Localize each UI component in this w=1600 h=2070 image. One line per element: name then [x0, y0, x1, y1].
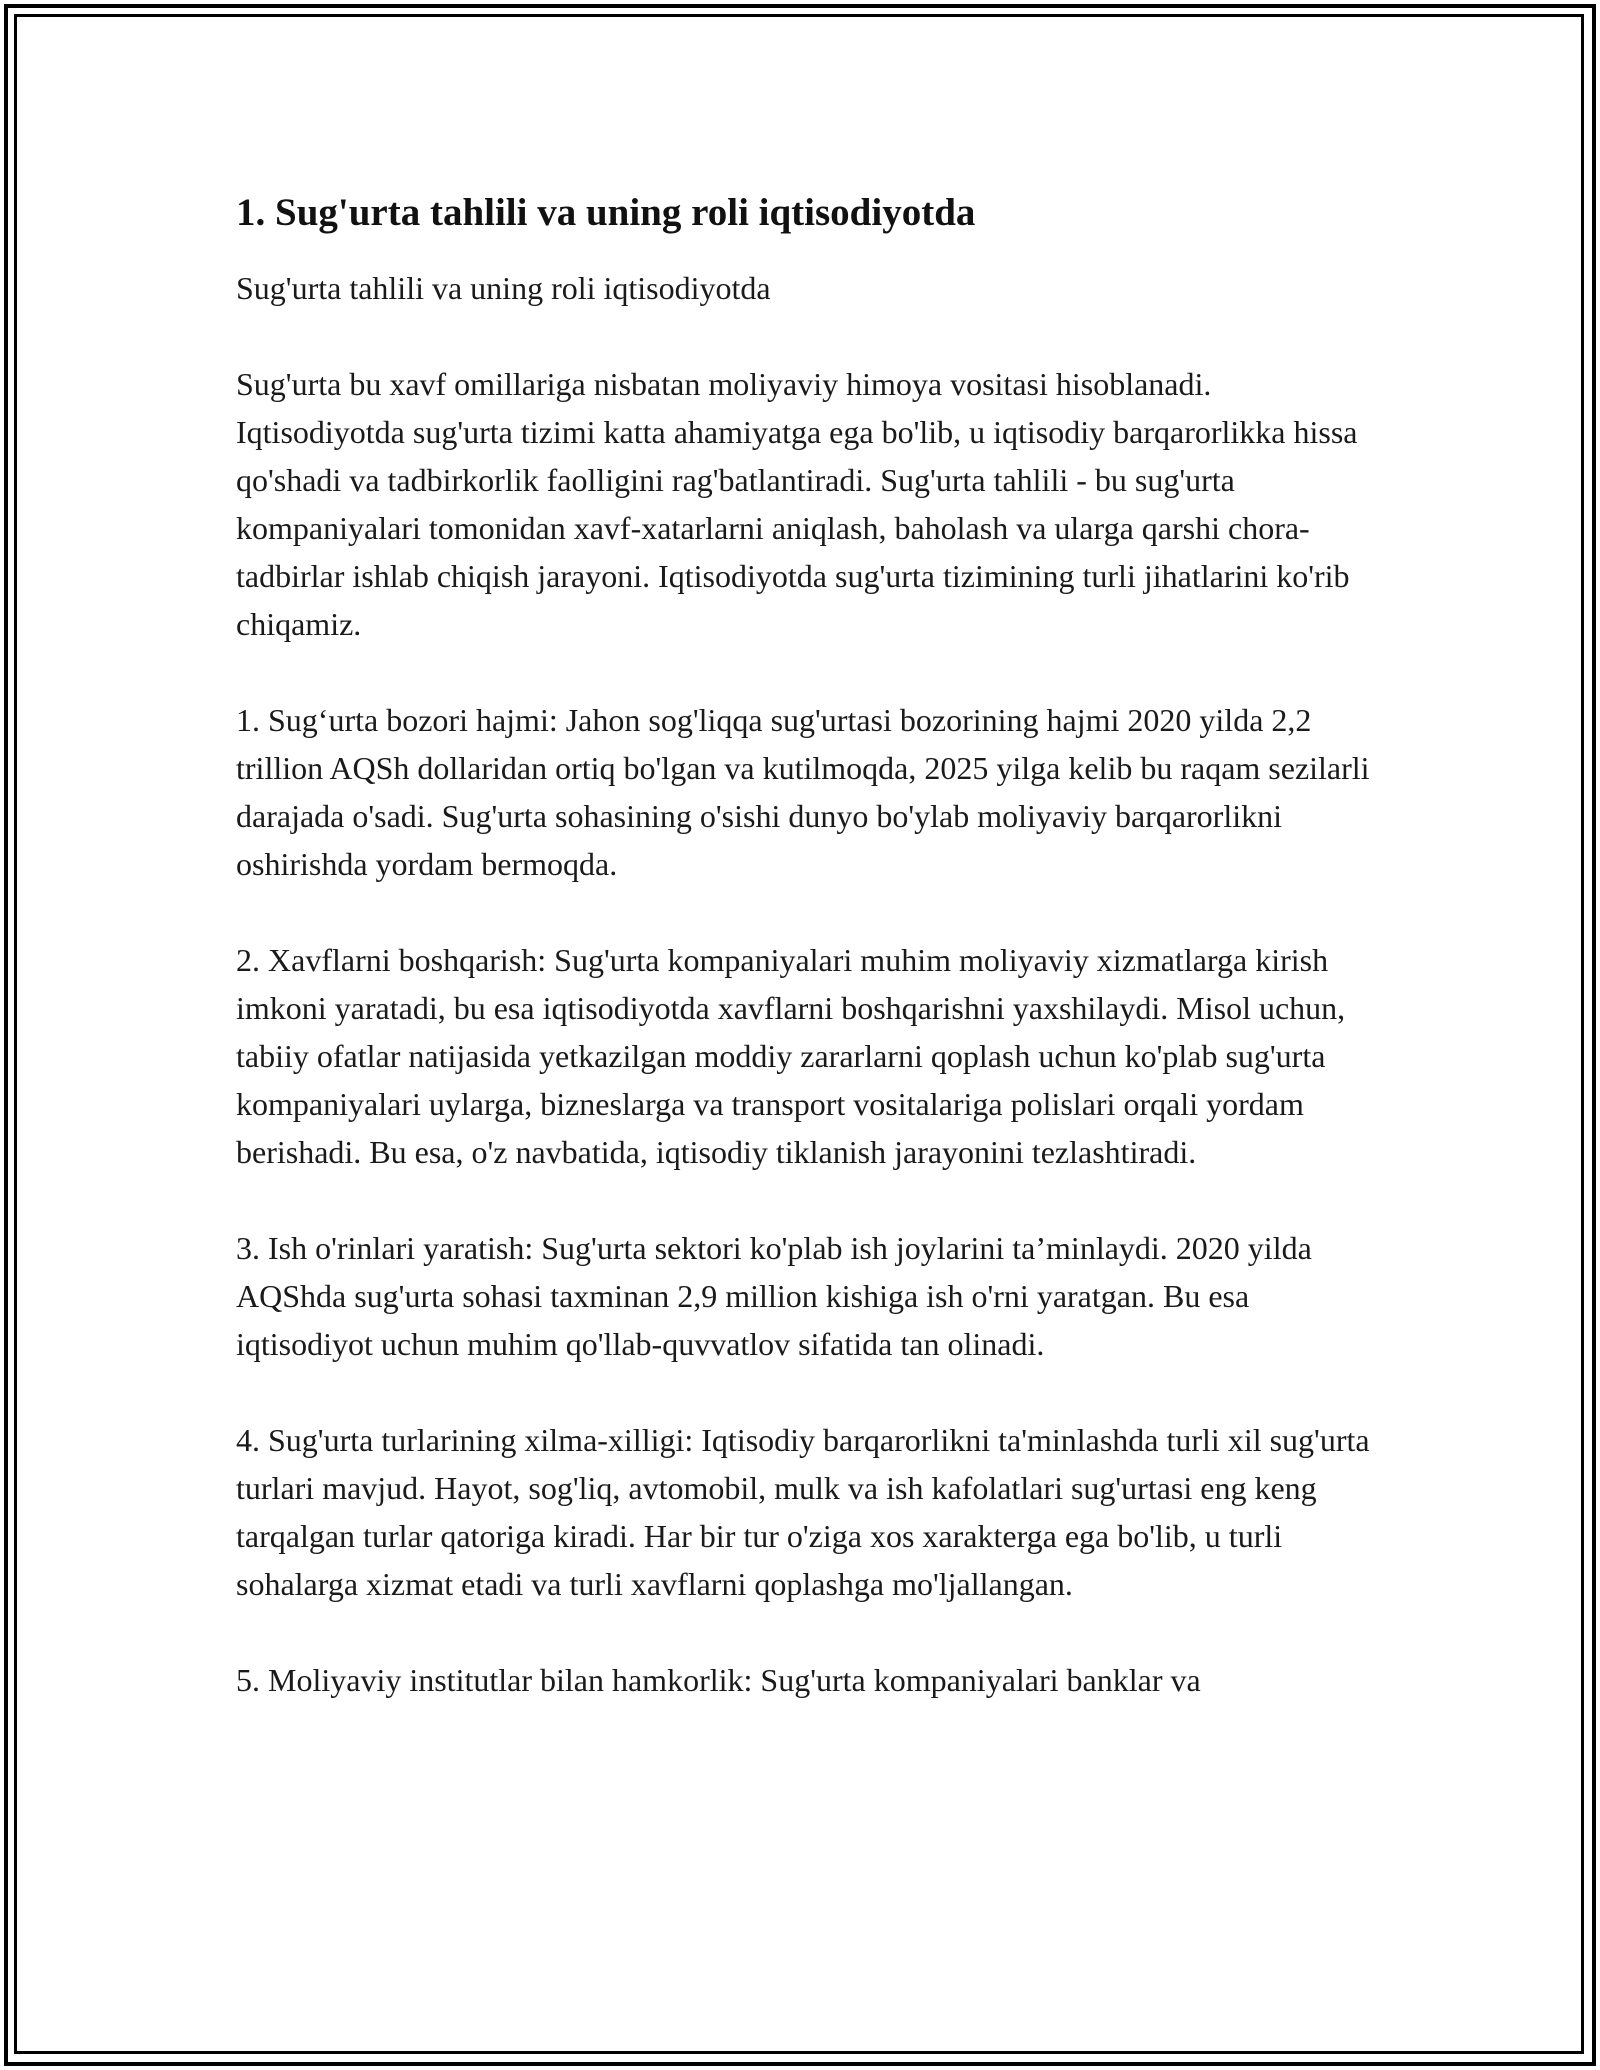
document-subtitle: Sug'urta tahlili va uning roli iqtisodiyotda [236, 270, 771, 306]
document-title: 1. Sug'urta tahlili va uning roli iqtisodiyotda [236, 191, 976, 234]
paragraph-intro: Sug'urta bu xavf omillariga nisbatan moliyaviy himoya vositasi hisoblanadi. Iqtisodiyotda sug'urta tizimi katta ahamiyatga ega bo'lib, u iqtisodiy barqarorlikka hissa qo'shadi va tadbirkorlik faolligini rag'batlantiradi. Sug'urta tahlili - bu sug'urta kompaniyalari tomonidan xavf-xatarlarni aniqlash, baholash va ularga qarshi chora-tadbirlar ishlab chiqish jarayoni. Iqtisodiyotda sug'urta tizimining turli jihatlarini ko'rib chiqamiz. [236, 366, 1358, 642]
paragraph-financial-institutions: 5. Moliyaviy institutlar bilan hamkorlik: Sug'urta kompaniyalari banklar va [236, 1662, 1201, 1698]
document-body [236, 188, 1376, 1752]
paragraph-insurance-types: 4. Sug'urta turlarining xilma-xilligi: Iqtisodiy barqarorlikni ta'minlashda turli xil sug'urta turlari mavjud. Hayot, sog'liq, avtomobil, mulk va ish kafolatlari sug'urtasi eng keng tarqalgan turlar qatoriga kiradi. Har bir tur o'ziga xos xarakterga ega bo'lib, u turli sohalarga xizmat etadi va turli xavflarni qoplashga mo'ljallangan. [236, 1422, 1370, 1602]
paragraph-risk-management: 2. Xavflarni boshqarish: Sug'urta kompaniyalari muhim moliyaviy xizmatlarga kirish imkoni yaratadi, bu esa iqtisodiyotda xavflarni boshqarishni yaxshilaydi. Misol uchun, tabiiy ofatlar natijasida yetkazilgan moddiy zararlarni qoplash uchun ko'plab sug'urta kompaniyalari uylarga, bizneslarga va transport vositalariga polislari orqali yordam berishadi. Bu esa, o'z navbatida, iqtisodiy tiklanish jarayonini tezlashtiradi. [236, 942, 1346, 1170]
paragraph-market-size: 1. Sug‘urta bozori hajmi: Jahon sog'liqqa sug'urtasi bozorining hajmi 2020 yilda 2,2 trillion AQSh dollaridan ortiq bo'lgan va kutilmoqda, 2025 yilga kelib bu raqam sezilarli darajada o'sadi. Sug'urta sohasining o'sishi dunyo bo'ylab moliyaviy barqarorlikni oshirishda yordam bermoqda. [236, 702, 1370, 882]
paragraph-job-creation: 3. Ish o'rinlari yaratish: Sug'urta sektori ko'plab ish joylarini ta’minlaydi. 2020 yilda AQShda sug'urta sohasi taxminan 2,9 million kishiga ish o'rni yaratgan. Bu esa iqtisodiyot uchun muhim qo'llab-quvvatlov sifatida tan olinadi. [236, 1230, 1312, 1362]
